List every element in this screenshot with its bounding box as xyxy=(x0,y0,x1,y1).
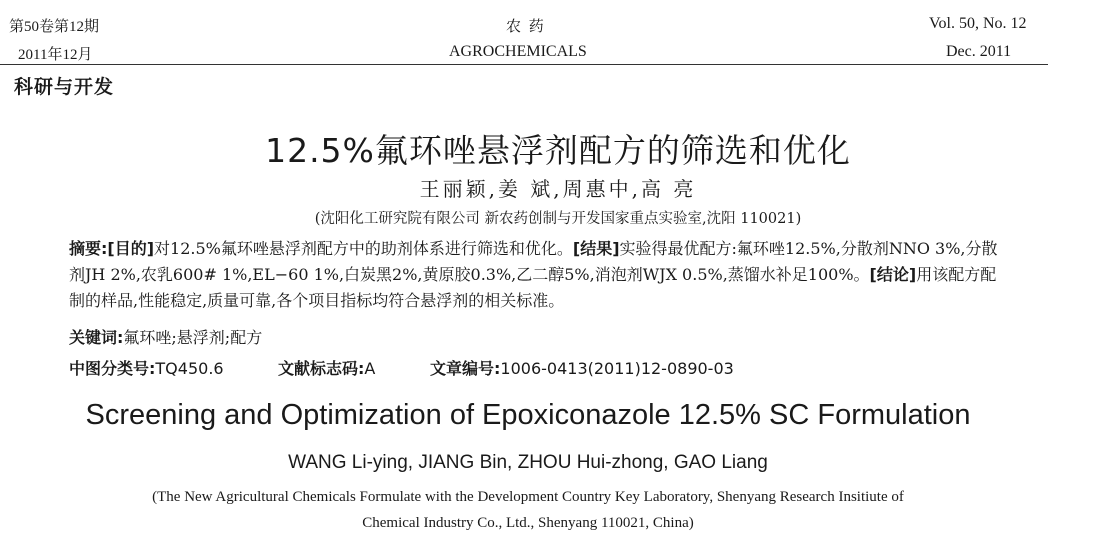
header-rule xyxy=(0,64,1048,65)
article-label: 文章编号: xyxy=(430,359,501,378)
title-cn: 12.5%氟环唑悬浮剂配方的筛选和优化 xyxy=(265,131,851,170)
abstract-aim-text: 对12.5%氟环唑悬浮剂配方中的助剂体系进行筛选和优化。 xyxy=(154,239,573,258)
abstract xyxy=(69,236,999,314)
document-code xyxy=(278,356,375,379)
keywords xyxy=(69,325,262,348)
abstract-aim-label: [目的] xyxy=(107,239,155,258)
authors-en: WANG Li-ying, JIANG Bin, ZHOU Hui-zhong, GAO Liang xyxy=(288,452,768,473)
header-volume-cn: 第50卷第12期 xyxy=(9,19,100,35)
doc-value: A xyxy=(364,359,376,378)
affiliation-cn: (沈阳化工研究院有限公司 新农药创制与开发国家重点实验室,沈阳 110021) xyxy=(314,211,802,227)
affiliation-en-line2: Chemical Industry Co., Ltd., Shenyang 110021, China) xyxy=(362,515,694,531)
header-volume-en: Vol. 50, No. 12 xyxy=(929,15,1027,32)
abstract-label: 摘要: xyxy=(69,239,108,258)
section-label: 科研与开发 xyxy=(14,76,115,98)
header-journal-cn: 农 药 xyxy=(506,19,546,35)
abstract-result-label: [结果] xyxy=(572,239,620,258)
affiliation-en xyxy=(0,484,1056,536)
affiliation-en-line1: (The New Agricultural Chemicals Formulate with the Development Country Key Laboratory, Shenyang Research Insitiute of xyxy=(152,489,904,505)
abstract-result-text: 实验得最优配方:氟环唑12.5%,分散剂NNO 3%,分散剂JH 2%,农乳600# 1%,EL−60 1%,白炭黑2%,黄原胶0.3%,乙二醇5%,消泡剂WJX 0.5%,蒸馏水补足100%。 xyxy=(69,239,998,284)
authors-cn: 王丽颖,姜 斌,周惠中,高 亮 xyxy=(419,177,697,201)
keywords-text: 氟环唑;悬浮剂;配方 xyxy=(123,328,263,347)
doc-label: 文献标志码: xyxy=(278,359,365,378)
abstract-conclusion-label: [结论] xyxy=(869,265,917,284)
article-number xyxy=(430,356,734,379)
title-en: Screening and Optimization of Epoxiconazole 12.5% SC Formulation xyxy=(85,399,971,431)
header-journal-en: AGROCHEMICALS xyxy=(449,43,587,60)
abstract-conclusion-text: 用该配方配制的样品,性能稳定,质量可靠,各个项目指标均符合悬浮剂的相关标准。 xyxy=(69,265,997,310)
clc-label: 中图分类号: xyxy=(69,359,156,378)
keywords-label: 关键词: xyxy=(69,328,124,347)
header-date-en: Dec. 2011 xyxy=(946,43,1012,60)
clc-number xyxy=(69,356,224,379)
clc-value: TQ450.6 xyxy=(155,359,224,378)
header-date-cn: 2011年12月 xyxy=(18,47,93,63)
article-value: 1006-0413(2011)12-0890-03 xyxy=(500,359,734,378)
